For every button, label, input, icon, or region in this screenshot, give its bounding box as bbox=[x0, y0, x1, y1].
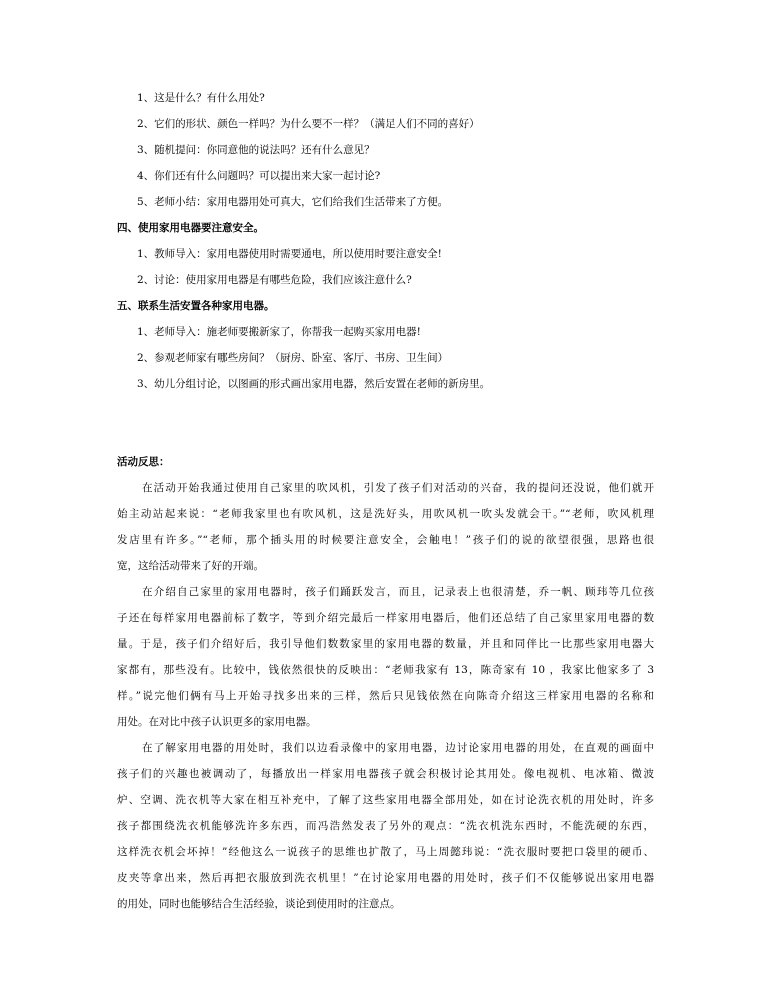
reflection-heading: 活动反思： bbox=[117, 456, 170, 468]
list-item: 1、这是什么？有什么用处? bbox=[137, 92, 265, 104]
list-item: 1、教师导入：家用电器使用时需要通电，所以使用时要注意安全! bbox=[137, 248, 442, 260]
paragraph-line: 在了解家用电器的用处时，我们以边看录像中的家用电器，边讨论家用电器的用处，在直观的画面中 bbox=[142, 742, 654, 754]
paragraph-line: 样。”说完他们俩有马上开始寻找多出来的三样，然后只见钱依然在向陈奇介绍这三样家用电器的名称和 bbox=[117, 690, 654, 702]
paragraph-line: 量。于是，孩子们介绍好后，我引导他们数数家里的家用电器的数量，并且和同伴比一比那些家用电器大 bbox=[117, 638, 654, 650]
list-item: 3、随机提问：你同意他的说法吗？还有什么意见？ bbox=[137, 144, 375, 156]
paragraph-line: 家都有，那些没有。比较中，钱依然很快的反映出：“老师我家有 13，陈奇家有 10 ，我家比他家多了 3 bbox=[117, 664, 654, 676]
paragraph-line: 始主动站起来说：“老师我家里也有吹风机，这是洗好头，用吹风机一吹头发就会干。”“老师，吹风机理 bbox=[117, 508, 654, 520]
paragraph-line: 用处。在对比中孩子认识更多的家用电器。 bbox=[117, 716, 317, 728]
list-item: 2、讨论：使用家用电器是有哪些危险，我们应该注意什么? bbox=[137, 274, 412, 286]
paragraph-line: 的用处，同时也能够结合生活经验，谈论到使用时的注意点。 bbox=[117, 898, 401, 910]
list-item: 3、幼儿分组讨论，以图画的形式画出家用电器，然后安置在老师的新房里。 bbox=[137, 378, 491, 390]
paragraph-line: 在介绍自己家里的家用电器时，孩子们踊跃发言，而且，记录表上也很清楚，乔一帆、顾玮等几位孩 bbox=[142, 586, 654, 598]
paragraph-line: 炉、空调、洗衣机等大家在相互补充中，了解了这些家用电器全部用处，如在讨论洗衣机的用处时，许多 bbox=[117, 794, 654, 806]
paragraph-line: 发店里有许多。”“老师，那个插头用的时候要注意安全，会触电！”孩子们的说的欲望很强，思路也很 bbox=[117, 534, 654, 546]
paragraph-line: 这样洗衣机会坏掉！”经他这么一说孩子的思维也扩散了，马上周懿玮说：“洗衣服时要把口袋里的硬币、 bbox=[117, 846, 654, 858]
paragraph-line: 子还在每样家用电器前标了数字，等到介绍完最后一样家用电器后，他们还总结了自己家里家用电器的数 bbox=[117, 612, 654, 624]
paragraph-line: 宽，这给活动带来了好的开端。 bbox=[117, 560, 264, 572]
paragraph-line: 在活动开始我通过使用自己家里的吹风机，引发了孩子们对活动的兴奋，我的提问还没说，他们就开 bbox=[142, 482, 654, 494]
list-item: 4、你们还有什么问题吗？可以提出来大家一起讨论? bbox=[137, 170, 381, 182]
list-item: 1、老师导入：施老师要搬新家了，你帮我一起购买家用电器! bbox=[137, 326, 421, 338]
paragraph-line: 孩子都围绕洗衣机能够洗许多东西，而冯浩然发表了另外的观点：“洗衣机洗东西时，不能洗硬的东西， bbox=[117, 820, 654, 832]
list-item: 5、老师小结：家用电器用处可真大，它们给我们生活带来了方便。 bbox=[137, 196, 449, 208]
section-heading: 四、使用家用电器要注意安全。 bbox=[117, 222, 264, 234]
paragraph-line: 皮夹等拿出来，然后再把衣服放到洗衣机里！”在讨论家用电器的用处时，孩子们不仅能够说出家用电器 bbox=[117, 872, 654, 884]
list-item: 2、参观老师家有哪些房间？（厨房、卧室、客厅、书房、卫生间） bbox=[137, 352, 449, 364]
section-heading: 五、联系生活安置各种家用电器。 bbox=[117, 300, 275, 312]
paragraph-line: 孩子们的兴趣也被调动了，每播放出一样家用电器孩子就会积极讨论其用处。像电视机、电冰箱、微波 bbox=[117, 768, 654, 780]
list-item: 2、它们的形状、颜色一样吗？为什么要不一样？（满足人们不同的喜好） bbox=[137, 118, 480, 130]
